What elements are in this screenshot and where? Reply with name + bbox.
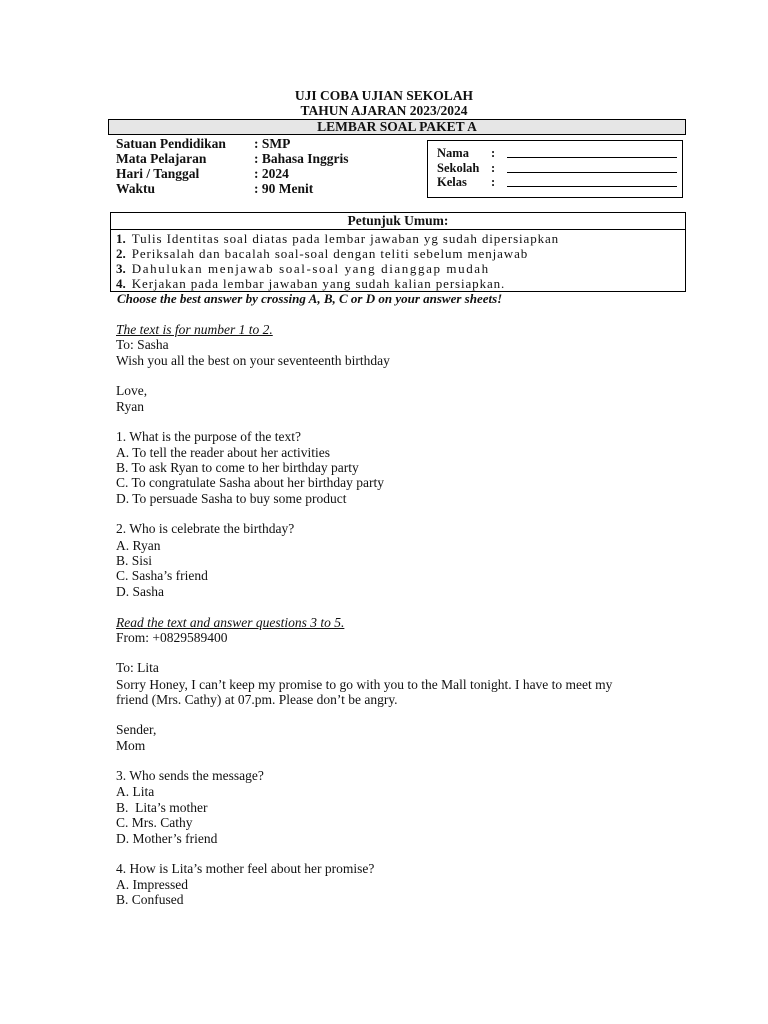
answer-option: A. To tell the reader about her activities	[116, 445, 330, 460]
petunjuk-title: Petunjuk Umum:	[111, 213, 685, 230]
identity-box	[427, 140, 683, 198]
petunjuk-item	[116, 246, 528, 262]
text-line: To: Sasha	[116, 337, 169, 352]
sms-to: To: Lita	[116, 660, 159, 675]
answer-option: D. To persuade Sasha to buy some product	[116, 491, 347, 506]
paket-banner: LEMBAR SOAL PAKET A	[108, 119, 686, 135]
answer-option: C. To congratulate Sasha about her birthday party	[116, 475, 384, 490]
sms-sender-label: Sender,	[116, 722, 157, 737]
petunjuk-item	[116, 231, 559, 247]
petunjuk-text: Kerjakan pada lembar jawaban yang sudah kalian persiapkan.	[131, 276, 506, 291]
question: 2. Who is celebrate the birthday?	[116, 521, 295, 536]
meta-key: Hari / Tanggal	[116, 166, 200, 181]
answer-option: C. Sasha’s friend	[116, 568, 208, 583]
identity-colon: :	[491, 161, 496, 175]
identity-colon: :	[491, 175, 496, 189]
identity-colon: :	[491, 146, 496, 160]
answer-option: A. Ryan	[116, 538, 161, 553]
section-heading: Read the text and answer questions 3 to 5.	[116, 615, 345, 630]
identity-blank-line	[507, 157, 677, 158]
answer-option: B. Confused	[116, 892, 184, 907]
text-line: Love,	[116, 383, 148, 398]
meta-value: : 90 Menit	[254, 181, 314, 196]
petunjuk-number: 1.	[116, 231, 126, 246]
petunjuk-text: Dahulukan menjawab soal-soal yang dianggap mudah	[131, 261, 490, 276]
meta-key: Mata Pelajaran	[116, 151, 207, 166]
sms-body: friend (Mrs. Cathy) at 07.pm. Please don’t be angry.	[116, 692, 398, 707]
petunjuk-number: 3.	[116, 261, 126, 276]
identity-blank-line	[507, 186, 677, 187]
sms-from: From: +0829589400	[116, 630, 228, 645]
answer-option: D. Sasha	[116, 584, 164, 599]
identity-label: Kelas	[437, 175, 467, 189]
petunjuk-box	[110, 212, 686, 292]
question: 4. How is Lita’s mother feel about her promise?	[116, 861, 375, 876]
answer-option: A. Lita	[116, 784, 155, 799]
meta-key: Waktu	[116, 181, 156, 196]
text-line: Wish you all the best on your seventeenth birthday	[116, 353, 390, 368]
petunjuk-text: Tulis Identitas soal diatas pada lembar jawaban yg sudah dipersiapkan	[131, 231, 560, 246]
petunjuk-item	[116, 276, 505, 292]
answer-option: C. Mrs. Cathy	[116, 815, 193, 830]
identity-label: Nama	[437, 146, 469, 160]
petunjuk-number: 4.	[116, 276, 126, 291]
answer-instruction: Choose the best answer by crossing A, B, C or D on your answer sheets!	[117, 291, 503, 306]
meta-value: : 2024	[254, 166, 289, 181]
answer-option: B. Sisi	[116, 553, 153, 568]
question: 1. What is the purpose of the text?	[116, 429, 301, 444]
answer-option: D. Mother’s friend	[116, 831, 218, 846]
petunjuk-text: Periksalah dan bacalah soal-soal dengan teliti sebelum menjawab	[131, 246, 529, 261]
identity-label: Sekolah	[437, 161, 480, 175]
text-line: Ryan	[116, 399, 144, 414]
sms-sender: Mom	[116, 738, 146, 753]
answer-option: A. Impressed	[116, 877, 188, 892]
meta-value: : SMP	[254, 136, 291, 151]
answer-option: B. Lita’s mother	[116, 800, 208, 815]
petunjuk-number: 2.	[116, 246, 126, 261]
sms-body: Sorry Honey, I can’t keep my promise to go with you to the Mall tonight. I have to meet my	[116, 677, 613, 692]
petunjuk-item	[116, 261, 490, 277]
meta-value: : Bahasa Inggris	[254, 151, 349, 166]
exam-title: UJI COBA UJIAN SEKOLAH	[294, 88, 474, 103]
meta-key: Satuan Pendidikan	[116, 136, 226, 151]
identity-blank-line	[507, 172, 677, 173]
section-heading: The text is for number 1 to 2.	[116, 322, 273, 337]
school-year: TAHUN AJARAN 2023/2024	[300, 103, 468, 118]
question: 3. Who sends the message?	[116, 768, 264, 783]
answer-option: B. To ask Ryan to come to her birthday party	[116, 460, 359, 475]
